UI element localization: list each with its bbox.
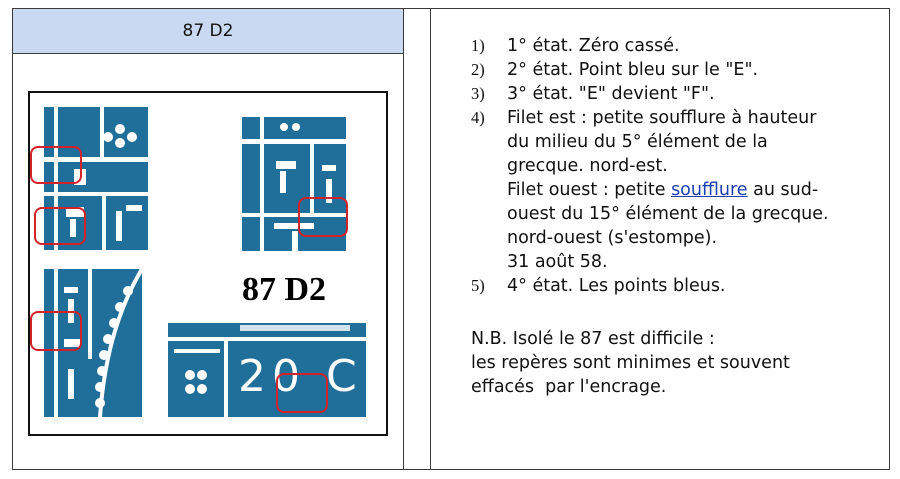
list-item — [471, 34, 881, 58]
list-item — [471, 58, 881, 82]
list-number: 2) — [471, 60, 485, 79]
variety-image-label: 87 D2 — [242, 271, 327, 308]
list-text: Filet est : petite soufflure à hauteur — [507, 108, 817, 128]
stamp-fragment-bottom-right — [168, 323, 366, 417]
list-text: 1° état. Zéro cassé. — [507, 36, 680, 56]
description-cell — [430, 8, 890, 470]
soufflure-link[interactable]: soufflure — [671, 180, 748, 200]
list-text: nord-ouest (s'estompe). — [507, 228, 718, 248]
list-text: 4° état. Les points bleus. — [507, 276, 726, 296]
stamp-detail-image — [28, 91, 388, 436]
list-item — [471, 106, 881, 274]
list-text: du milieu du 5° élément de la — [507, 132, 768, 152]
marker-bottom-left — [30, 311, 82, 351]
marker-top-left-2 — [34, 207, 86, 245]
list-text-suffix: au sud- — [747, 180, 819, 200]
list-item — [471, 274, 881, 298]
column-separator — [404, 8, 430, 470]
stamp-value-text: 20 C — [238, 351, 363, 402]
list-text-with-link — [507, 178, 881, 202]
marker-bottom-right — [276, 373, 328, 413]
marker-top-right — [298, 197, 348, 237]
list-number: 4) — [471, 108, 485, 127]
list-number: 5) — [471, 276, 485, 295]
list-text: ouest du 15° élément de la grecque. — [507, 204, 829, 224]
note-line: N.B. Isolé le 87 est difficile : — [471, 329, 715, 349]
list-text-prefix: Filet ouest : petite — [507, 180, 672, 200]
list-number: 3) — [471, 84, 485, 103]
list-text: 2° état. Point bleu sur le "E". — [507, 60, 759, 80]
note-line: les repères sont minimes et souvent — [471, 353, 790, 373]
list-item — [471, 82, 881, 106]
marker-top-left-1 — [30, 146, 82, 184]
variety-header-label: 87 D2 — [182, 21, 234, 41]
list-text: 3° état. "E" devient "F". — [507, 84, 715, 104]
note-block — [471, 327, 881, 399]
variety-header-cell — [12, 8, 404, 54]
state-list — [471, 34, 881, 298]
list-number: 1) — [471, 36, 485, 55]
note-line: effacés par l'encrage. — [471, 377, 667, 397]
list-text: grecque. nord-est. — [507, 156, 668, 176]
list-text: 31 août 58. — [507, 252, 608, 272]
